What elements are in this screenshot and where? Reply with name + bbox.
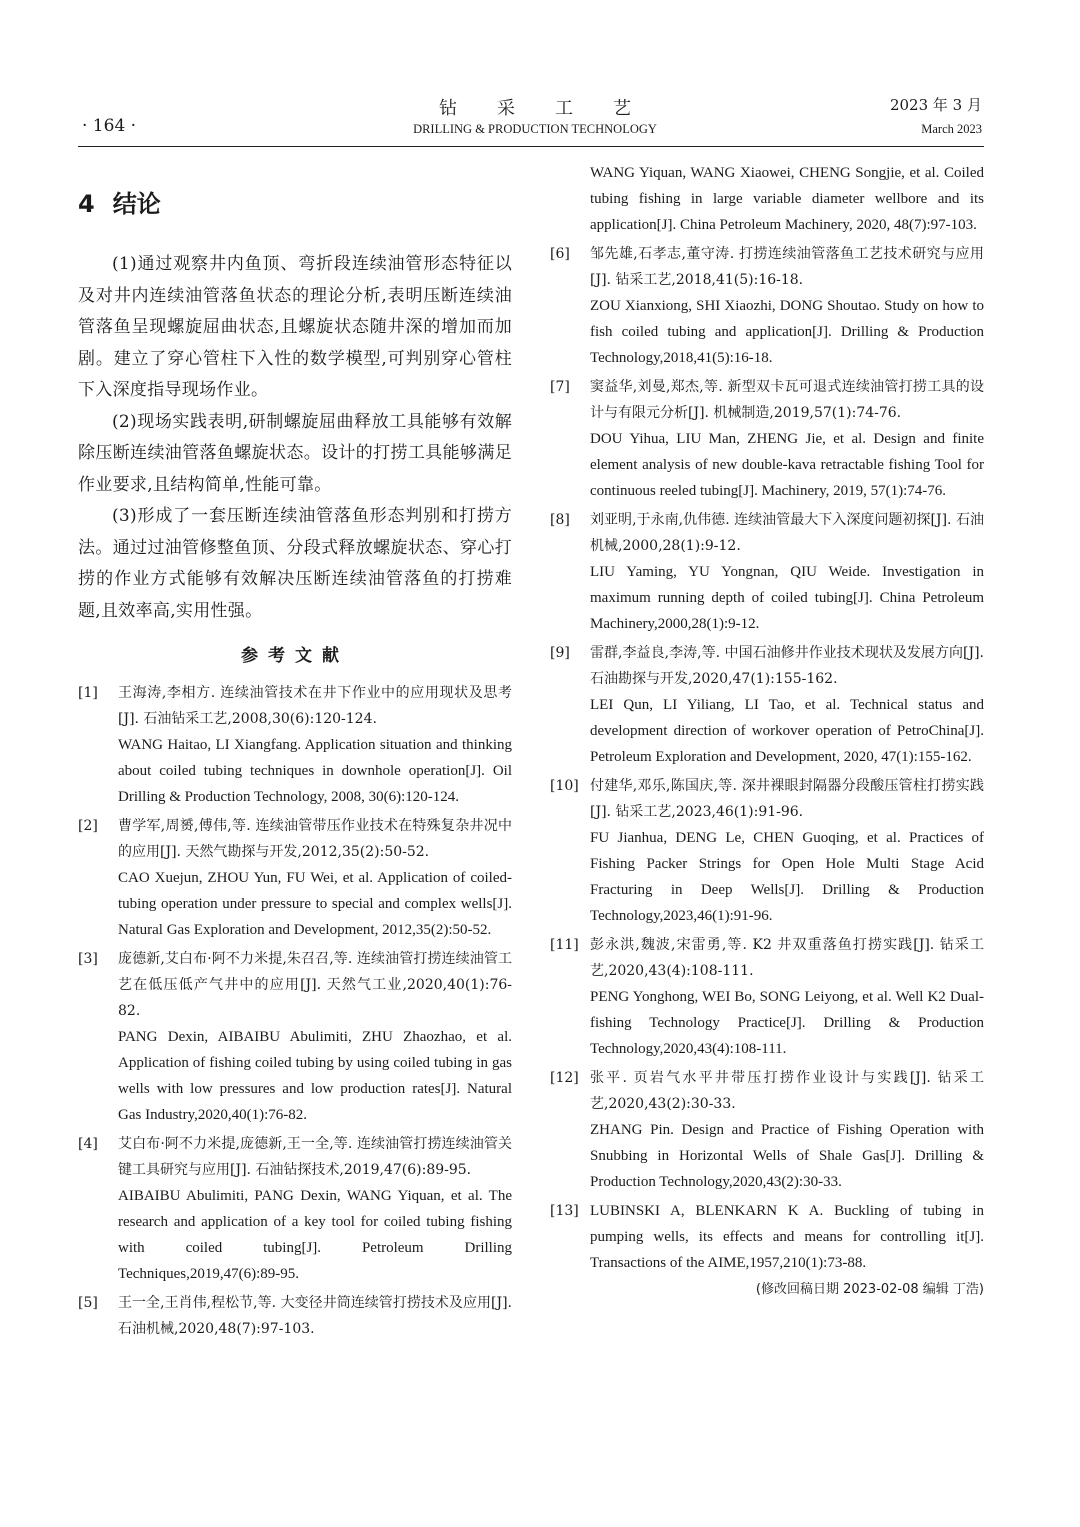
reference-cn: 曹学军,周赟,傅伟,等. 连续油管带压作业技术在特殊复杂井况中的应用[J]. 天然气勘探与开发,2012,35(2):50-52. <box>118 818 512 860</box>
journal-title-en: DRILLING & PRODUCTION TECHNOLOGY <box>413 122 657 136</box>
reference-en: CAO Xuejun, ZHOU Yun, FU Wei, et al. Application of coiled-tubing operation under pressure to special and complex wells[J]. Natural Gas Exploration and Development, 2012,35(2):50-52. <box>118 870 512 938</box>
reference-item-continued <box>550 160 984 238</box>
reference-tag: [5] <box>78 1295 98 1311</box>
reference-cn: 王海涛,李相方. 连续油管技术在井下作业中的应用现状及思考[J]. 石油钻采工艺,2008,30(6):120-124. <box>118 685 512 727</box>
reference-tag: [4] <box>78 1136 98 1152</box>
reference-cn: 雷群,李益良,李涛,等. 中国石油修井作业技术现状及发展方向[J]. 石油勘探与开发,2020,47(1):155-162. <box>590 645 984 687</box>
reference-tag: [13] <box>550 1203 579 1219</box>
right-column <box>550 160 984 1297</box>
conclusion-paragraph: (2)现场实践表明,研制螺旋屈曲释放工具能够有效解除压断连续油管落鱼螺旋状态。设计的打捞工具能够满足作业要求,且结构简单,性能可靠。 <box>78 411 512 495</box>
reference-cn: 刘亚明,于永南,仇伟德. 连续油管最大下入深度问题初探[J]. 石油机械,2000,28(1):9-12. <box>590 512 984 554</box>
section-number: 4 <box>78 190 95 218</box>
reference-tag: [9] <box>550 645 570 661</box>
reference-en: ZOU Xianxiong, SHI Xiaozhi, DONG Shoutao. Study on how to fish coiled tubing and application[J]. Drilling & Production Technology,2018,41(5):16-18. <box>590 298 984 366</box>
reference-en: WANG Haitao, LI Xiangfang. Application situation and thinking about coiled tubing techniques in downhole operation[J]. Oil Drilling & Production Technology, 2008, 30(6):120-124. <box>118 737 512 805</box>
reference-cn: 庞德新,艾白布·阿不力米提,朱召召,等. 连续油管打捞连续油管工艺在低压低产气井中的应用[J]. 天然气工业,2020,40(1):76-82. <box>118 951 512 1019</box>
left-column <box>78 160 512 1342</box>
reference-en: LEI Qun, LI Yiliang, LI Tao, et al. Technical status and development direction of workover operation of PetroChina[J]. Petroleum Exploration and Development, 2020, 47(1):155-162. <box>590 697 984 765</box>
reference-en: FU Jianhua, DENG Le, CHEN Guoqing, et al. Practices of Fishing Packer Strings for Open Hole Multi Stage Acid Fracturing in Deep Wells[J]. Drilling & Production Technology,2023,46(1):91-96. <box>590 830 984 924</box>
reference-tag: [8] <box>550 512 570 528</box>
reference-item <box>550 640 984 770</box>
reference-cn: 艾白布·阿不力米提,庞德新,王一全,等. 连续油管打捞连续油管关键工具研究与应用[J]. 石油钻探技术,2019,47(6):89-95. <box>118 1136 512 1178</box>
reference-tag: [3] <box>78 951 98 967</box>
page-header <box>0 0 1080 150</box>
reference-en: PANG Dexin, AIBAIBU Abulimiti, ZHU Zhaozhao, et al. Application of fishing coiled tubing by using coiled tubing in gas wells with low pressures and low production rates[J]. Natural Gas Industry,2020,40(1):76-82. <box>118 1029 512 1123</box>
conclusion-paragraph: (1)通过观察井内鱼顶、弯折段连续油管形态特征以及对井内连续油管落鱼状态的理论分析,表明压断连续油管落鱼呈现螺旋屈曲状态,且螺旋状态随井深的增加而加剧。建立了穿心管柱下入性的数学模型,可判别穿心管柱下入深度指导现场作业。 <box>78 254 512 400</box>
reference-item <box>78 1290 512 1342</box>
conclusion-paragraph: (3)形成了一套压断连续油管落鱼形态判别和打捞方法。通过过油管修整鱼顶、分段式释放螺旋状态、穿心打捞的作业方式能够有效解决压断连续油管落鱼的打捞难题,且效率高,实用性强。 <box>78 506 512 621</box>
reference-item <box>550 507 984 637</box>
reference-item <box>78 813 512 943</box>
reference-item <box>550 374 984 504</box>
reference-item <box>550 932 984 1062</box>
header-rule <box>78 146 984 147</box>
reference-en: PENG Yonghong, WEI Bo, SONG Leiyong, et al. Well K2 Dual-fishing Technology Practice[J]. Drilling & Production Technology,2020,43(4):108-111. <box>590 989 984 1057</box>
reference-tag: [12] <box>550 1070 579 1086</box>
reference-en: DOU Yihua, LIU Man, ZHENG Jie, et al. Design and finite element analysis of new double-kava retractable fishing Tool for continuous reeled tubing[J]. Machinery, 2019, 57(1):74-76. <box>590 431 984 499</box>
reference-cn: 彭永洪,魏波,宋雷勇,等. K2 井双重落鱼打捞实践[J]. 钻采工艺,2020,43(4):108-111. <box>590 937 984 979</box>
journal-title-cn: 钻采工艺 <box>439 98 671 119</box>
reference-cn: 付建华,邓乐,陈国庆,等. 深井裸眼封隔器分段酸压管柱打捞实践[J]. 钻采工艺,2023,46(1):91-96. <box>590 778 984 820</box>
references-heading: 参考文献 <box>241 646 349 666</box>
reference-tag: [10] <box>550 778 579 794</box>
reference-cn: 窦益华,刘曼,郑杰,等. 新型双卡瓦可退式连续油管打捞工具的设计与有限元分析[J]. 机械制造,2019,57(1):74-76. <box>590 379 984 421</box>
reference-tag: [6] <box>550 246 570 262</box>
reference-item <box>550 1065 984 1195</box>
reference-en: LIU Yaming, YU Yongnan, QIU Weide. Investigation in maximum running depth of coiled tubing[J]. China Petroleum Machinery,2000,28(1):9-12. <box>590 564 984 632</box>
reference-cn: 张平. 页岩气水平井带压打捞作业设计与实践[J]. 钻采工艺,2020,43(2):30-33. <box>590 1070 984 1112</box>
reference-en: LUBINSKI A, BLENKARN K A. Buckling of tubing in pumping wells, its effects and means for controlling it[J]. Transactions of the AIME,1957,210(1):73-88. <box>590 1203 984 1271</box>
reference-cn: 邹先雄,石孝志,董守涛. 打捞连续油管落鱼工艺技术研究与应用[J]. 钻采工艺,2018,41(5):16-18. <box>590 246 984 288</box>
revision-note: (修改回稿日期 2023-02-08 编辑 丁浩) <box>755 1282 984 1297</box>
reference-tag: [1] <box>78 685 98 701</box>
reference-item <box>78 946 512 1128</box>
reference-tag: [11] <box>550 937 579 953</box>
issue-date-cn: 2023 年 3 月 <box>889 96 982 114</box>
reference-item <box>78 680 512 810</box>
reference-item <box>550 241 984 371</box>
reference-cn: 王一全,王肖伟,程松节,等. 大变径井筒连续管打捞技术及应用[J]. 石油机械,2020,48(7):97-103. <box>118 1295 512 1337</box>
section-heading <box>78 184 512 219</box>
reference-item <box>78 1131 512 1287</box>
reference-tag: [7] <box>550 379 570 395</box>
reference-tag: [2] <box>78 818 98 834</box>
page-number: · 164 · <box>82 116 137 136</box>
reference-item <box>550 1198 984 1276</box>
reference-en: WANG Yiquan, WANG Xiaowei, CHENG Songjie, et al. Coiled tubing fishing in large variable diameter wellbore and its application[J]. China Petroleum Machinery, 2020, 48(7):97-103. <box>590 165 984 233</box>
reference-en: AIBAIBU Abulimiti, PANG Dexin, WANG Yiquan, et al. The research and application of a key tool for coiled tubing fishing with coiled tubing[J]. Petroleum Drilling Techniques,2019,47(6):89-95. <box>118 1188 512 1282</box>
reference-en: ZHANG Pin. Design and Practice of Fishing Operation with Snubbing in Horizontal Wells of Shale Gas[J]. Drilling & Production Technology,2020,43(2):30-33. <box>590 1122 984 1190</box>
reference-item <box>550 773 984 929</box>
issue-date-en: March 2023 <box>921 122 982 136</box>
section-title: 结论 <box>112 190 161 218</box>
